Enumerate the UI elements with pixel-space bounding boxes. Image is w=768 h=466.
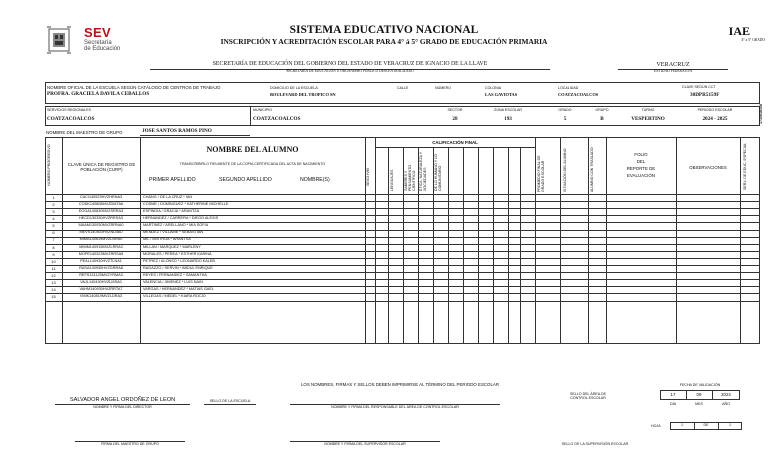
zona-label: ZONA ESCOLAR <box>494 108 522 112</box>
row-student-name: COSME / DOMINGUEZ * KATHERINE MICHELLE <box>143 201 229 206</box>
row-number: 1 <box>52 194 55 200</box>
grades-heading: CALIFICACIÓN FINAL <box>432 140 478 145</box>
school-colonia-value: LAS GAVIOTAS <box>485 92 518 97</box>
sex-header: SEXO H/M <box>366 168 370 186</box>
state-seal-icon <box>46 26 72 54</box>
folio-line-2: DEL <box>636 159 646 164</box>
school-name-label: NOMBRE OFICIAL DE LA ESCUELA SEGÚN CATÁLOGO DE CENTROS DE TRABAJO <box>47 85 221 90</box>
row-curp: PEAL140930HVZTLNA1 <box>80 258 122 263</box>
row-number: 14 <box>51 287 56 293</box>
traslado-header: ALUMNO CON TRASLADO <box>590 147 594 192</box>
school-number-label: NÚMERO <box>435 86 451 90</box>
row-student-name: MORALES / PEREA * ESTHER KARINA <box>143 251 212 256</box>
row-curp: REFS131125MVZYRMA3 <box>79 272 123 277</box>
row-student-name: VARGAS / HERNANDEZ * MATIAS GAEL <box>143 287 214 292</box>
municipio-label: MUNICIPIO <box>253 108 272 112</box>
teacher-label: NOMBRE DEL MAESTRO DE GRUPO <box>46 130 123 135</box>
row-curp: VAJL140430HVZLMSA0 <box>80 280 122 284</box>
regional-value: COATZACOALCOS <box>47 116 95 122</box>
hoja-total: 1 <box>729 423 731 427</box>
teacher-signature: FIRMA DEL MAESTRO DE GRUPO <box>101 442 159 446</box>
sev-logo-sub1: Secretaría <box>84 40 112 46</box>
year-label: AÑO <box>722 402 730 406</box>
field-lenguajes: LENGUAJES <box>390 169 394 191</box>
school-cct-label: CLAVE SEGÚN CCT <box>682 85 716 89</box>
row-curp: CODK140808MVZDMTA6 <box>78 201 124 206</box>
row-student-name: CHANG / DE LA CRUZ * IAN <box>143 194 193 199</box>
transcribe-instruction: TRANSCRIBIRLO FIELMENTE DE LA COPIA CERTIFICADA DEL ACTA DE NACIMIENTO <box>179 162 326 166</box>
hoja-label: HOJA <box>651 424 661 428</box>
sev-logo <box>46 26 130 56</box>
school-colonia-label: COLONIA <box>485 86 502 90</box>
state-caption: ENTIDAD FEDERATIVA <box>653 69 693 73</box>
sev-logo-text: SEV <box>84 25 111 40</box>
supervisor-stamp: SELLO DE LA SUPERVISIÓN ESCOLAR <box>561 442 629 446</box>
municipio-value: COATZACOALCOS <box>253 116 301 122</box>
row-number: 3 <box>52 209 55 214</box>
first-surname-header: PRIMER APELLIDO <box>149 177 196 183</box>
curp-header: CLAVE ÚNICA DE REGISTRO DE POBLACIÓN (CURP) <box>67 162 136 173</box>
row-student-name: VILLEGAS / MEDEL * KIARA ROCIO <box>143 294 206 299</box>
form-subtitle: INSCRIPCIÓN Y ACREDITACIÓN ESCOLAR PARA 4° á 5° GRADO DE EDUCACIÓN PRIMARIA <box>220 37 548 46</box>
ministry-caption: SECRETARÍA DE EDUCACIÓN U ORGANISMO PÚBLICO DESCENTRALIZADO <box>286 69 414 73</box>
row-number: 4 <box>52 216 55 222</box>
school-name-value: PROFRA. GRACIELA DAVILA CEBALLOS <box>47 91 150 97</box>
row-student-name: RAGAZZO / SERVIN * ABDUL ENRIQUE <box>143 265 213 270</box>
promedio-header: PROMEDIO FINAL DE GRADO ESCOLAR <box>537 155 545 192</box>
sev-logo-sub2: de Educación <box>84 46 121 52</box>
row-number: 12 <box>51 272 56 278</box>
row-curp: MOPE140323MVZRRSA9 <box>78 251 124 256</box>
folio-line-1: FOLIO <box>634 152 648 157</box>
row-number: 13 <box>51 280 56 285</box>
form-title: SISTEMA EDUCATIVO NACIONAL <box>289 24 479 36</box>
school-address-label: DOMICILIO DE LA ESCUELA <box>270 86 318 90</box>
folio-line-3: REPORTE DE <box>626 166 656 171</box>
observaciones-header: OBSERVACIONES <box>689 165 727 170</box>
serv-especial-header: SERV. DE EDUC. ESPECIAL <box>743 142 747 190</box>
row-curp: VAHM140930HVZRRTA7 <box>79 287 123 292</box>
director-name: SALVADOR ANGEL ORDOÑEZ DE LEON <box>69 397 176 403</box>
table-row-line <box>45 301 760 302</box>
second-surname-header: SEGUNDO APELLIDO <box>219 177 272 183</box>
names-header: NOMBRE(S) <box>300 177 330 183</box>
form-code-sub: 4° a 5° GRADO <box>741 38 765 42</box>
row-curp: HECD130330HVZRRSA3 <box>79 216 123 221</box>
situacion-header: SITUACIÓN DEL ALUMNO <box>563 148 567 192</box>
control-stamp: SELLO DEL ÁREA DE CONTROL ESCOLAR <box>569 392 607 400</box>
grupo-value: B <box>600 116 604 122</box>
school-stamp: SELLO DE LA ESCUELA <box>209 399 251 403</box>
row-curp: MAAM130930MVZRRNA0 <box>78 223 124 228</box>
row-student-name: MARTINEZ / ARELLANO * MIA SOFIA <box>143 223 209 228</box>
row-student-name: REYES / FERNANDEZ * SAMANTHA <box>143 272 207 277</box>
row-student-name: PETREZ / ALONSO * LEONARDO KALEB <box>143 258 215 263</box>
student-name-heading: NOMBRE DEL ALUMNO <box>206 145 299 154</box>
row-student-name: MENDEZ / VILLAME * SEBASTIAN <box>143 230 204 235</box>
validation-day: 17 <box>670 392 676 397</box>
folio-line-4: EVALUACIÓN <box>627 173 655 178</box>
grupo-label: GRUPO <box>595 108 609 112</box>
field-saberes: SABERES Y PENSAMIENTO CIENTÍFICO <box>404 164 416 191</box>
row-curp: VIMK140819MVZLDRA3 <box>79 294 123 299</box>
signatures-notice: LOS NOMBRES, FIRMAS Y SELLOS DEBEN IMPRIMIRSE AL TÉRMINO DEL PERIODO ESCOLAR <box>300 382 500 387</box>
state-name: VERACRUZ <box>656 61 690 68</box>
school-locality-value: COATZACOALCOS <box>558 92 599 97</box>
school-street-label: CALLE <box>397 86 409 90</box>
num-header: NÚMERO PROGRESIVO <box>47 144 51 186</box>
row-number: 6 <box>52 230 55 236</box>
grado-value: 5 <box>563 116 567 122</box>
turno-value: VESPERTINO <box>631 116 665 122</box>
row-number: 11 <box>51 265 56 271</box>
side-code: 1710918108 <box>759 104 763 124</box>
field-humano: DE LO HUMANO Y LO COMUNITARIO <box>434 154 442 191</box>
school-cct-value: 30DPR5159F <box>690 92 720 98</box>
school-address-value: BOULEVARD DEL TROPICO SN <box>270 92 336 97</box>
turno-label: TURNO <box>641 108 655 112</box>
hoja-current: 1 <box>681 423 683 427</box>
periodo-value: 2024 - 2025 <box>702 116 728 122</box>
form-code: IAE <box>728 24 750 38</box>
row-student-name: MIL / MISTRGA * ARANTXA <box>143 237 191 242</box>
row-number: 9 <box>52 251 55 257</box>
supervisor-signature: NOMBRE Y FIRMA DEL SUPERVISOR ESCOLAR <box>324 442 406 446</box>
validation-label: FECHA DE VALIDACIÓN <box>679 383 721 387</box>
row-number: 15 <box>51 294 56 300</box>
row-curp: MEVS140403HVZNLBA0 <box>79 230 123 235</box>
row-number: 7 <box>52 237 55 243</box>
row-student-name: MILLAN / MARQUEZ * MARLENY <box>143 244 201 249</box>
month-label: MES <box>695 402 703 406</box>
row-number: 10 <box>51 258 56 264</box>
day-label: DÍA <box>670 402 676 406</box>
row-student-name: ESPINDIA / GRACIA * ARANTZA <box>143 209 200 213</box>
sector-label: SECTOR <box>447 108 463 112</box>
school-locality-label: LOCALIDAD <box>558 86 579 90</box>
row-number: 8 <box>52 244 55 250</box>
grado-label: GRADO <box>558 108 572 112</box>
sector-value: 28 <box>452 116 458 122</box>
row-number: 5 <box>52 223 55 229</box>
row-student-name: HERNANDEZ / CARRERA * DIEGO ALEXIS <box>143 216 219 221</box>
validation-month: 09 <box>696 392 702 397</box>
zona-value: 193 <box>504 116 512 122</box>
row-curp: MIMA140619MVZLNRA0 <box>79 237 123 242</box>
row-curp: CACI140923HVZHRNA3 <box>79 194 123 199</box>
regional-label: SERVICIOS REGIONALES <box>47 108 91 112</box>
validation-year: 2024 <box>721 392 731 397</box>
field-etica: ÉTICA, NATURALEZA Y SOCIEDADES <box>419 151 427 191</box>
row-number: 2 <box>52 201 55 207</box>
row-curp: EOGA140830MVZSRRA3 <box>78 209 124 213</box>
row-curp: MIMM140915MVZLRRA3 <box>79 244 123 249</box>
teacher-value: JOSE SANTOS RAMOS PINO <box>142 128 212 134</box>
row-student-name: VALENCIA / JIMENEZ * LUIS NAIN <box>143 280 203 284</box>
director-caption: NOMBRE Y FIRMA DEL DIRECTOR <box>93 405 152 409</box>
hoja-de: DE <box>703 423 709 427</box>
row-curp: RASA140930HVZGRRA8 <box>79 265 123 270</box>
periodo-label: PERIODO ESCOLAR <box>697 108 733 112</box>
ministry-name: SECRETARÍA DE EDUCACIÓN DEL GOBIERNO DEL ESTADO DE VERACRUZ DE IGNACIO DE LA LLAVE <box>212 61 488 67</box>
control-caption: NOMBRE Y FIRMA DEL RESPONSABLE DEL ÁREA DE CONTROL ESCOLAR <box>331 405 459 409</box>
